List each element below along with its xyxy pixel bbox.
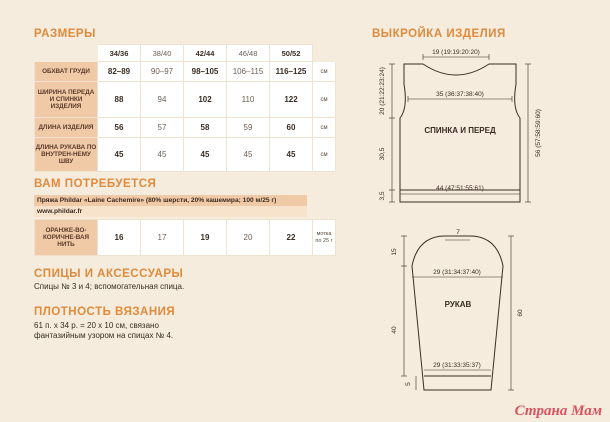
table-cell: 17 <box>141 220 184 256</box>
table-cell: 122 <box>270 82 313 118</box>
density-line-1: 61 п. х 34 р. = 20 х 10 см, связано <box>34 321 159 330</box>
dim-body-left-bottom: 3,5 <box>379 191 386 201</box>
table-cell: 20 <box>227 220 270 256</box>
table-cell: 56 <box>98 118 141 138</box>
row-label: ДЛИНА ИЗДЕЛИЯ <box>35 118 98 138</box>
needles-heading: СПИЦЫ И АКСЕССУАРЫ <box>34 268 184 280</box>
dim-body-mid: 35 (36:37:38:40) <box>436 91 484 98</box>
yarn-color-label: ОРАНЖЕ-ВО-КОРИЧНЕ-ВАЯ НИТЬ <box>35 220 98 256</box>
table-cell: 60 <box>270 118 313 138</box>
table-cell: 106–115 <box>227 62 270 82</box>
table-cell: 110 <box>227 82 270 118</box>
row-label: ШИРИНА ПЕРЕДА И СПИНКИ ИЗДЕЛИЯ <box>35 82 98 118</box>
sleeve-label: РУКАВ <box>444 300 472 309</box>
unit-cell: см <box>313 118 336 138</box>
table-cell: 58 <box>184 118 227 138</box>
table-cell: 16 <box>98 220 141 256</box>
table-cell: 59 <box>227 118 270 138</box>
table-cell: 22 <box>270 220 313 256</box>
table-cell: 90–97 <box>141 62 184 82</box>
size-header: 50/52 <box>270 45 313 62</box>
table-cell: 57 <box>141 118 184 138</box>
dim-sleeve-left: 40 <box>391 326 398 334</box>
table-cell: 45 <box>141 138 184 172</box>
row-label: ОБХВАТ ГРУДИ <box>35 62 98 82</box>
density-line-2: фантазийным узором на спицах № 4. <box>34 331 174 340</box>
table-cell: 98–105 <box>184 62 227 82</box>
table-cell: 45 <box>270 138 313 172</box>
density-heading: ПЛОТНОСТЬ ВЯЗАНИЯ <box>34 306 176 318</box>
unit-cell: мотка по 25 г <box>313 220 336 256</box>
need-heading: ВАМ ПОТРЕБУЕТСЯ <box>34 178 157 190</box>
dim-sleeve-cap: 15 <box>391 248 398 256</box>
table-cell: 45 <box>98 138 141 172</box>
dim-sleeve-lower: 29 (31:33:35:37) <box>433 362 481 369</box>
unit-cell: см <box>313 82 336 118</box>
size-header: 38/40 <box>141 45 184 62</box>
dim-body-left-top: 20 (21:22:23:24) <box>379 67 386 115</box>
dim-sleeve-top: 7 <box>456 229 460 236</box>
table-cell: 45 <box>227 138 270 172</box>
sizes-heading: РАЗМЕРЫ <box>34 28 96 40</box>
dim-body-top: 19 (19:19:20:20) <box>432 49 480 56</box>
unit-cell: см <box>313 138 336 172</box>
size-header: 42/44 <box>184 45 227 62</box>
dim-body-bottom: 44 (47:51:55:61) <box>436 185 484 192</box>
yarn-description: Пряжа Phildar «Laine Cachemire» (80% шерсти, 20% кашемира; 100 м/25 г) <box>34 195 307 206</box>
dim-sleeve-bottom: 5 <box>405 382 412 386</box>
table-cell: 116–125 <box>270 62 313 82</box>
yarn-website: www.phildar.fr <box>34 206 307 217</box>
size-header: 46/48 <box>227 45 270 62</box>
dim-body-left-mid: 30,5 <box>379 147 386 161</box>
table-cell: 19 <box>184 220 227 256</box>
unit-cell: см <box>313 62 336 82</box>
table-cell: 94 <box>141 82 184 118</box>
body-label: СПИНКА И ПЕРЕД <box>424 126 496 135</box>
table-cell: 102 <box>184 82 227 118</box>
table-cell: 45 <box>184 138 227 172</box>
row-label: ДЛИНА РУКАВА ПО ВНУТРЕН-НЕМУ ШВУ <box>35 138 98 172</box>
dim-body-right: 56 (57:58:59:60) <box>535 109 542 157</box>
size-header: 34/36 <box>98 45 141 62</box>
needles-text: Спицы № 3 и 4; вспомогательная спица. <box>34 282 185 291</box>
table-cell: 82–89 <box>98 62 141 82</box>
table-cell: 88 <box>98 82 141 118</box>
pattern-heading: ВЫКРОЙКА ИЗДЕЛИЯ <box>372 28 506 40</box>
dim-sleeve-upper: 29 (31:34:37:40) <box>433 269 481 276</box>
dim-sleeve-right: 60 <box>517 309 524 317</box>
watermark: Страна Мам <box>514 403 602 419</box>
